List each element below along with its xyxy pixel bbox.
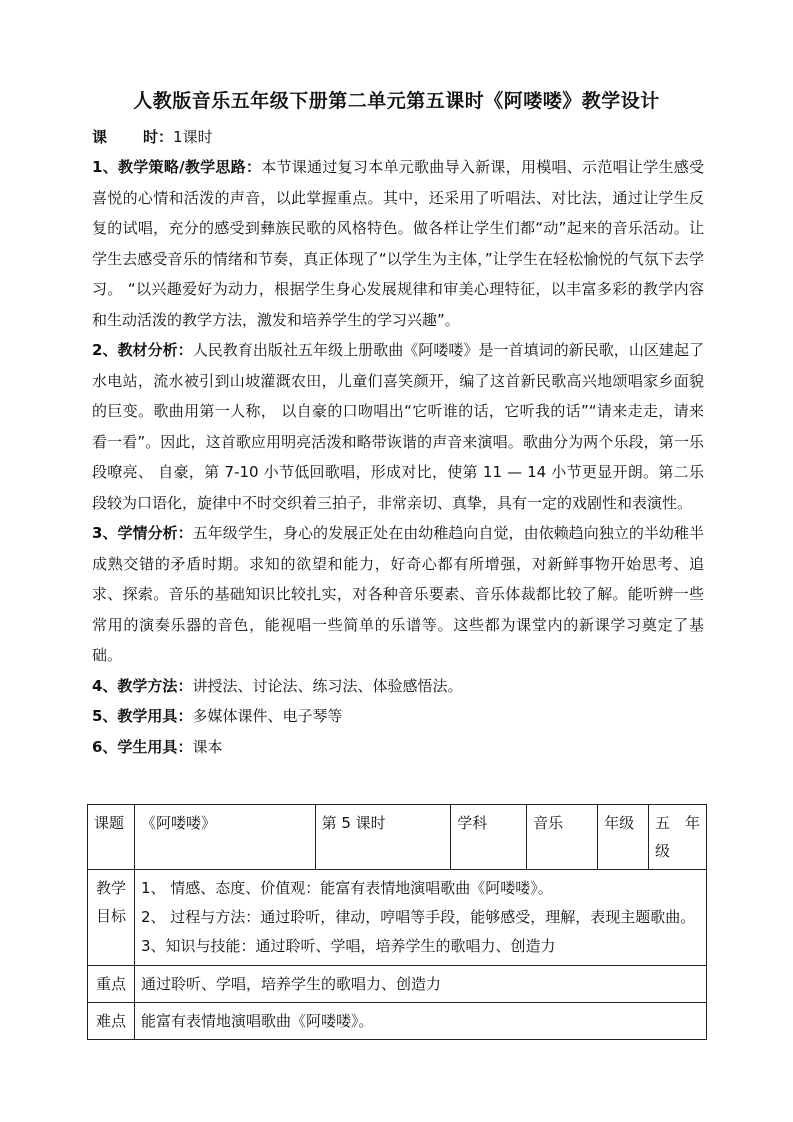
lesson-info-table xyxy=(87,804,707,1040)
section-label: 5、教学用具： xyxy=(92,707,193,725)
goal-item: 3、知识与技能：通过聆听、学唱，培养学生的歌唱力、创造力 xyxy=(140,937,556,955)
subject-value: 音乐 xyxy=(527,805,598,870)
table-row-difficulty xyxy=(88,1003,707,1040)
section-text: 课本 xyxy=(192,737,223,756)
section-methods xyxy=(92,671,704,702)
hours-label-a: 课 xyxy=(92,128,108,146)
lesson-hours xyxy=(92,122,704,152)
topic-value: 《阿喽喽》 xyxy=(134,805,315,870)
section-student-tools xyxy=(92,732,704,763)
goal-item: 1、 情感、态度、价值观：能富有表情地演唱歌曲《阿喽喽》。 xyxy=(140,879,553,897)
section-label: 2、教材分析： xyxy=(92,341,193,359)
section-material-analysis xyxy=(92,335,704,518)
table-row-goals xyxy=(88,870,707,966)
section-text: 讲授法、讨论法、练习法、体验感悟法。 xyxy=(192,676,463,695)
hours-label-b: 时： xyxy=(143,128,174,146)
goals-label: 教学目标 xyxy=(88,870,135,966)
hours-value: 1课时 xyxy=(173,128,213,146)
table-row-key xyxy=(88,966,707,1003)
section-text: 人民教育出版社五年级上册歌曲《阿喽喽》是一首填词的新民歌，山区建起了水电站，流水被引到山坡灌溉农田，儿童们喜笑颜开，编了这首新民歌高兴地颂唱家乡面貌的巨变。歌曲用第一人称， 以自豪的口吻唱出“它听谁的话，它听我的话”“请来走走，请来看一看”。因此，这首歌应用明亮活泼和略带诙谐的声音来演唱。歌曲分为两个乐段，第一乐段嘹亮、 自豪，第 7-10 小节低回歌唱，形成对比，使第 11 — 14 小节更显开朗。第二乐段较为口语化，旋律中不时交织着三拍子，非常亲切、真挚，具有一定的戏剧性和表演性。 xyxy=(92,341,704,512)
table-row-head xyxy=(88,805,707,870)
topic-label: 课题 xyxy=(88,805,135,870)
section-teaching-tools xyxy=(92,701,704,732)
grade-label: 年级 xyxy=(598,805,649,870)
section-strategy xyxy=(92,152,704,335)
difficulty-value: 能富有表情地演唱歌曲《阿喽喽》。 xyxy=(134,1003,706,1040)
lesson-value: 第 5 课时 xyxy=(315,805,451,870)
goals-content xyxy=(134,870,706,966)
grade-value: 五 年级 xyxy=(649,805,707,870)
document-body xyxy=(92,122,704,762)
document-title: 人教版音乐五年级下册第二单元第五课时《阿喽喽》教学设计 xyxy=(133,90,660,112)
difficulty-label: 难点 xyxy=(88,1003,135,1040)
section-label: 1、教学策略/教学思路： xyxy=(92,158,262,176)
key-value: 通过聆听、学唱，培养学生的歌唱力、创造力 xyxy=(134,966,706,1003)
section-label: 3、学情分析： xyxy=(92,524,193,542)
section-text: 本节课通过复习本单元歌曲导入新课，用模唱、示范唱让学生感受喜悦的心情和活泼的声音，以此掌握重点。其中，还采用了听唱法、对比法，通过让学生反复的试唱，充分的感受到彝族民歌的风格特色。做各样让学生们都“动”起来的音乐活动。让学生去感受音乐的情绪和节奏，真正体现了“以学生为主体，”让学生在轻松愉悦的气氛下去学习。 “以兴趣爱好为动力，根据学生身心发展规律和审美心理特征，以丰富多彩的教学内容和生动活泼的教学方法，激发和培养学生的学习兴趣”。 xyxy=(92,158,704,329)
goal-item: 2、 过程与方法：通过聆听，律动，哼唱等手段，能够感受，理解，表现主题歌曲。 xyxy=(140,908,696,926)
section-label: 6、学生用具： xyxy=(92,737,193,756)
subject-label: 学科 xyxy=(451,805,527,870)
section-label: 4、教学方法： xyxy=(92,676,193,695)
key-label: 重点 xyxy=(88,966,135,1003)
section-text: 多媒体课件、电子琴等 xyxy=(192,707,343,725)
section-text: 五年级学生，身心的发展正处在由幼稚趋向自觉，由依赖趋向独立的半幼稚半成熟交错的矛盾时期。求知的欲望和能力，好奇心都有所增强，对新鲜事物开始思考、追求、探索。音乐的基础知识比较扎实，对各种音乐要素、音乐体裁都比较了解。能听辨一些常用的演奏乐器的音色，能视唱一些简单的乐谱等。这些都为课堂内的新课学习奠定了基础。 xyxy=(92,524,704,664)
section-student-analysis xyxy=(92,518,704,671)
